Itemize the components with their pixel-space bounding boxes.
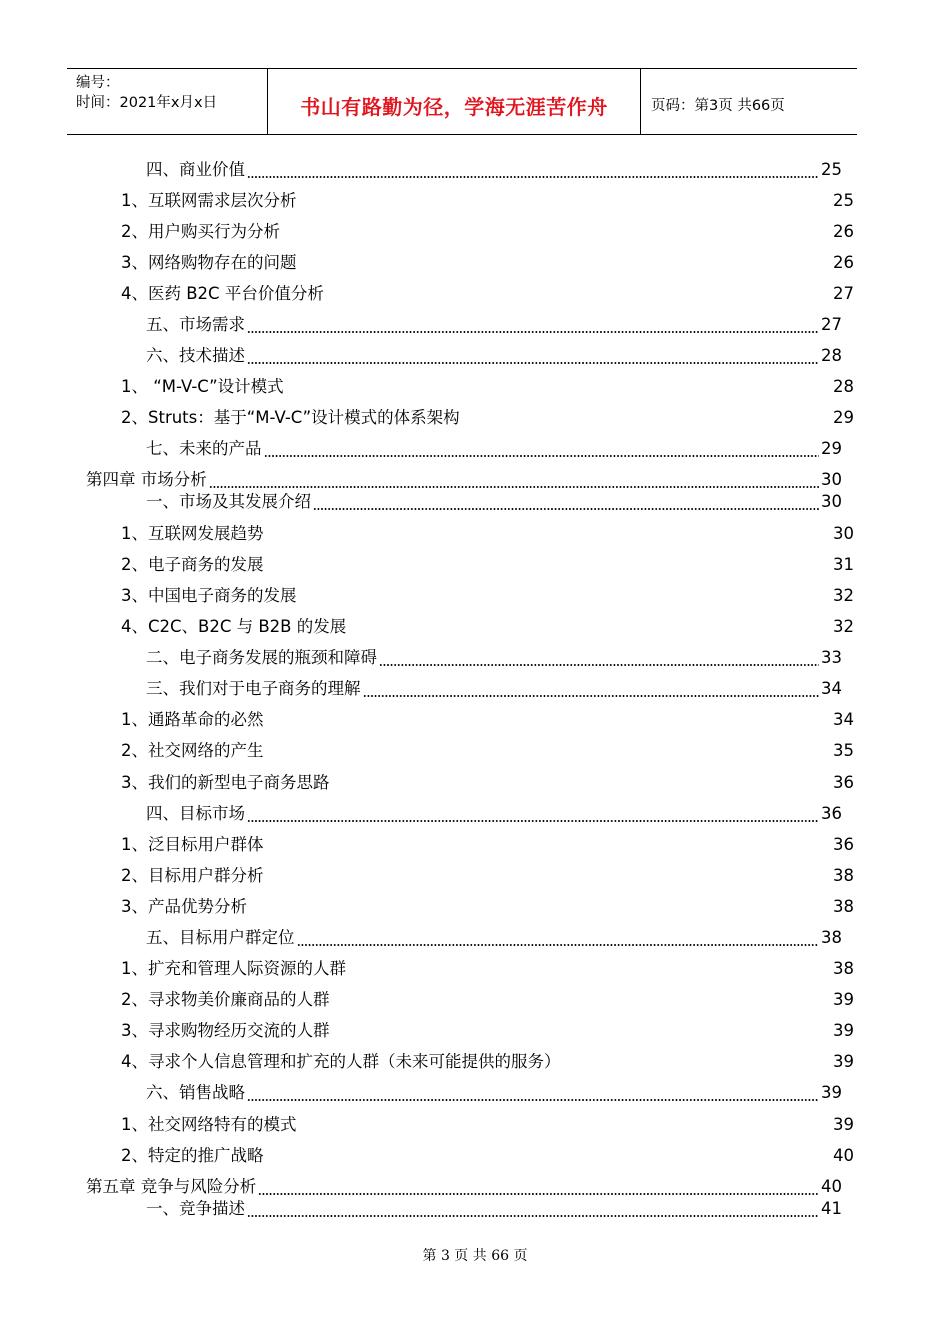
- toc-entry-label: 2、电子商务的发展: [121, 555, 264, 574]
- motto: 书山有路勤为径，学海无涯苦作舟: [300, 95, 608, 119]
- toc-entry-label: 六、技术描述: [146, 346, 245, 365]
- toc-section-row[interactable]: [146, 344, 842, 368]
- toc-entry-label: 七、未来的产品: [146, 439, 262, 458]
- toc-section-row[interactable]: [146, 437, 842, 461]
- toc-entry-label: 3、寻求购物经历交流的人群: [121, 1021, 330, 1040]
- toc-entry-label: 2、寻求物美价廉商品的人群: [121, 990, 330, 1009]
- header-page-cell: [641, 69, 857, 134]
- toc-entry-page: 41: [821, 1199, 842, 1218]
- toc-section-row[interactable]: [146, 677, 842, 701]
- toc-subsection-row[interactable]: [121, 375, 854, 399]
- toc-subsection-row[interactable]: [121, 895, 854, 919]
- toc-entry-page: 28: [833, 377, 854, 396]
- dot-leader: [247, 802, 819, 826]
- toc-entry-label: 1、社交网络特有的模式: [121, 1115, 297, 1134]
- toc-subsection-row[interactable]: [121, 833, 854, 857]
- toc-subsection-row[interactable]: [121, 1050, 854, 1074]
- dot-leader: [313, 490, 819, 514]
- toc-subsection-row[interactable]: [121, 957, 854, 981]
- toc-entry-label: 2、Struts：基于“M-V-C”设计模式的体系架构: [121, 408, 460, 427]
- toc-subsection-row[interactable]: [121, 251, 854, 275]
- toc-entry-label: 第四章 市场分析: [86, 470, 207, 489]
- toc-entry-page: 27: [821, 315, 842, 334]
- toc-entry-page: 28: [821, 346, 842, 365]
- toc-entry-page: 40: [833, 1146, 854, 1165]
- toc-entry-page: 25: [833, 191, 854, 210]
- toc-entry-label: 2、目标用户群分析: [121, 866, 264, 885]
- toc-entry-page: 38: [833, 866, 854, 885]
- toc-subsection-row[interactable]: [121, 553, 854, 577]
- toc-entry-page: 27: [833, 284, 854, 303]
- toc-entry-label: 一、竞争描述: [146, 1199, 245, 1218]
- dot-leader: [247, 313, 819, 337]
- dot-leader: [258, 1175, 819, 1199]
- toc-section-row[interactable]: [146, 926, 842, 950]
- toc-section-row[interactable]: [146, 802, 842, 826]
- toc-entry-label: 1、扩充和管理人际资源的人群: [121, 959, 346, 978]
- toc-entry-label: 二、电子商务发展的瓶颈和障碍: [146, 648, 377, 667]
- toc-entry-page: 34: [833, 710, 854, 729]
- toc-subsection-row[interactable]: [121, 864, 854, 888]
- toc-entry-label: 五、目标用户群定位: [146, 928, 295, 947]
- toc-subsection-row[interactable]: [121, 708, 854, 732]
- header-meta-cell: [67, 69, 268, 134]
- toc-entry-label: 2、社交网络的产生: [121, 741, 264, 760]
- dot-leader: [264, 437, 820, 461]
- toc-subsection-row[interactable]: [121, 771, 854, 795]
- toc-entry-label: 4、医药 B2C 平台价值分析: [121, 284, 324, 303]
- toc-entry-page: 35: [833, 741, 854, 760]
- toc-entry-page: 25: [821, 160, 842, 179]
- page-footer: 第 3 页 共 66 页: [422, 1248, 528, 1264]
- toc-entry-label: 三、我们对于电子商务的理解: [146, 679, 361, 698]
- toc-entry-page: 38: [821, 928, 842, 947]
- toc-entry-label: 2、用户购买行为分析: [121, 222, 280, 241]
- dot-leader: [247, 344, 819, 368]
- toc-entry-label: 1、 “M-V-C”设计模式: [121, 377, 284, 396]
- toc-entry-page: 38: [833, 897, 854, 916]
- toc-entry-label: 四、商业价值: [146, 160, 245, 179]
- dot-leader: [247, 1197, 819, 1221]
- time-label: 时间：2021年x月x日: [76, 95, 218, 111]
- toc-subsection-row[interactable]: [121, 220, 854, 244]
- toc-subsection-row[interactable]: [121, 406, 854, 430]
- toc-section-row[interactable]: [146, 313, 842, 337]
- dot-leader: [379, 646, 819, 670]
- toc-section-row[interactable]: [146, 646, 842, 670]
- toc-entry-label: 2、特定的推广战略: [121, 1146, 264, 1165]
- toc-entry-label: 六、销售战略: [146, 1083, 245, 1102]
- toc-entry-label: 1、互联网发展趋势: [121, 524, 264, 543]
- toc-entry-label: 1、通路革命的必然: [121, 710, 264, 729]
- dot-leader: [363, 677, 820, 701]
- toc-entry-page: 29: [833, 408, 854, 427]
- dot-leader: [247, 158, 819, 182]
- toc-entry-page: 38: [833, 959, 854, 978]
- toc-entry-page: 30: [833, 524, 854, 543]
- toc-entry-page: 32: [833, 586, 854, 605]
- toc-entry-page: 36: [833, 773, 854, 792]
- toc-entry-label: 4、寻求个人信息管理和扩充的人群（未来可能提供的服务）: [121, 1052, 561, 1071]
- toc-entry-page: 39: [833, 1052, 854, 1071]
- toc-subsection-row[interactable]: [121, 739, 854, 763]
- toc-subsection-row[interactable]: [121, 1113, 854, 1137]
- toc-entry-label: 3、网络购物存在的问题: [121, 253, 297, 272]
- toc-section-row[interactable]: [146, 1081, 842, 1105]
- toc-chapter-row[interactable]: [86, 1175, 842, 1199]
- toc-entry-label: 1、互联网需求层次分析: [121, 191, 297, 210]
- toc-chapter-row[interactable]: [86, 468, 842, 492]
- page-info: 页码：第3页 共66页: [651, 98, 785, 114]
- toc-entry-page: 33: [821, 648, 842, 667]
- toc-entry-page: 32: [833, 617, 854, 636]
- toc-subsection-row[interactable]: [121, 1144, 854, 1168]
- header-motto-cell: [268, 69, 641, 134]
- toc-subsection-row[interactable]: [121, 282, 854, 306]
- toc-entry-page: 26: [833, 222, 854, 241]
- toc-entry-label: 4、C2C、B2C 与 B2B 的发展: [121, 617, 347, 636]
- toc-entry-label: 第五章 竞争与风险分析: [86, 1177, 257, 1196]
- toc-section-row[interactable]: [146, 158, 842, 182]
- toc-entry-label: 一、市场及其发展介绍: [146, 492, 311, 511]
- toc-entry-page: 36: [821, 804, 842, 823]
- toc-section-row[interactable]: [146, 1197, 842, 1221]
- page-header: [67, 68, 857, 135]
- toc-entry-page: 34: [821, 679, 842, 698]
- toc-entry-page: 39: [833, 990, 854, 1009]
- toc-subsection-row[interactable]: [121, 615, 854, 639]
- toc-subsection-row[interactable]: [121, 584, 854, 608]
- toc-entry-label: 3、产品优势分析: [121, 897, 247, 916]
- toc-entry-page: 30: [821, 492, 842, 511]
- toc-entry-page: 39: [821, 1083, 842, 1102]
- number-label: 编号：: [76, 75, 120, 91]
- toc-subsection-row[interactable]: [121, 522, 854, 546]
- toc-subsection-row[interactable]: [121, 1019, 854, 1043]
- toc-entry-page: 29: [821, 439, 842, 458]
- toc-entry-label: 1、泛目标用户群体: [121, 835, 264, 854]
- toc-entry-page: 31: [833, 555, 854, 574]
- toc-entry-page: 40: [821, 1177, 842, 1196]
- toc-subsection-row[interactable]: [121, 988, 854, 1012]
- toc-entry-page: 39: [833, 1021, 854, 1040]
- toc-section-row[interactable]: [146, 490, 842, 514]
- toc-entry-page: 36: [833, 835, 854, 854]
- toc-entry-page: 39: [833, 1115, 854, 1134]
- toc-entry-page: 26: [833, 253, 854, 272]
- toc-subsection-row[interactable]: [121, 189, 854, 213]
- dot-leader: [209, 468, 819, 492]
- toc-entry-page: 30: [821, 470, 842, 489]
- toc-entry-label: 五、市场需求: [146, 315, 245, 334]
- toc-entry-label: 3、中国电子商务的发展: [121, 586, 297, 605]
- dot-leader: [297, 926, 820, 950]
- toc-entry-label: 3、我们的新型电子商务思路: [121, 773, 330, 792]
- toc-entry-label: 四、目标市场: [146, 804, 245, 823]
- dot-leader: [247, 1081, 819, 1105]
